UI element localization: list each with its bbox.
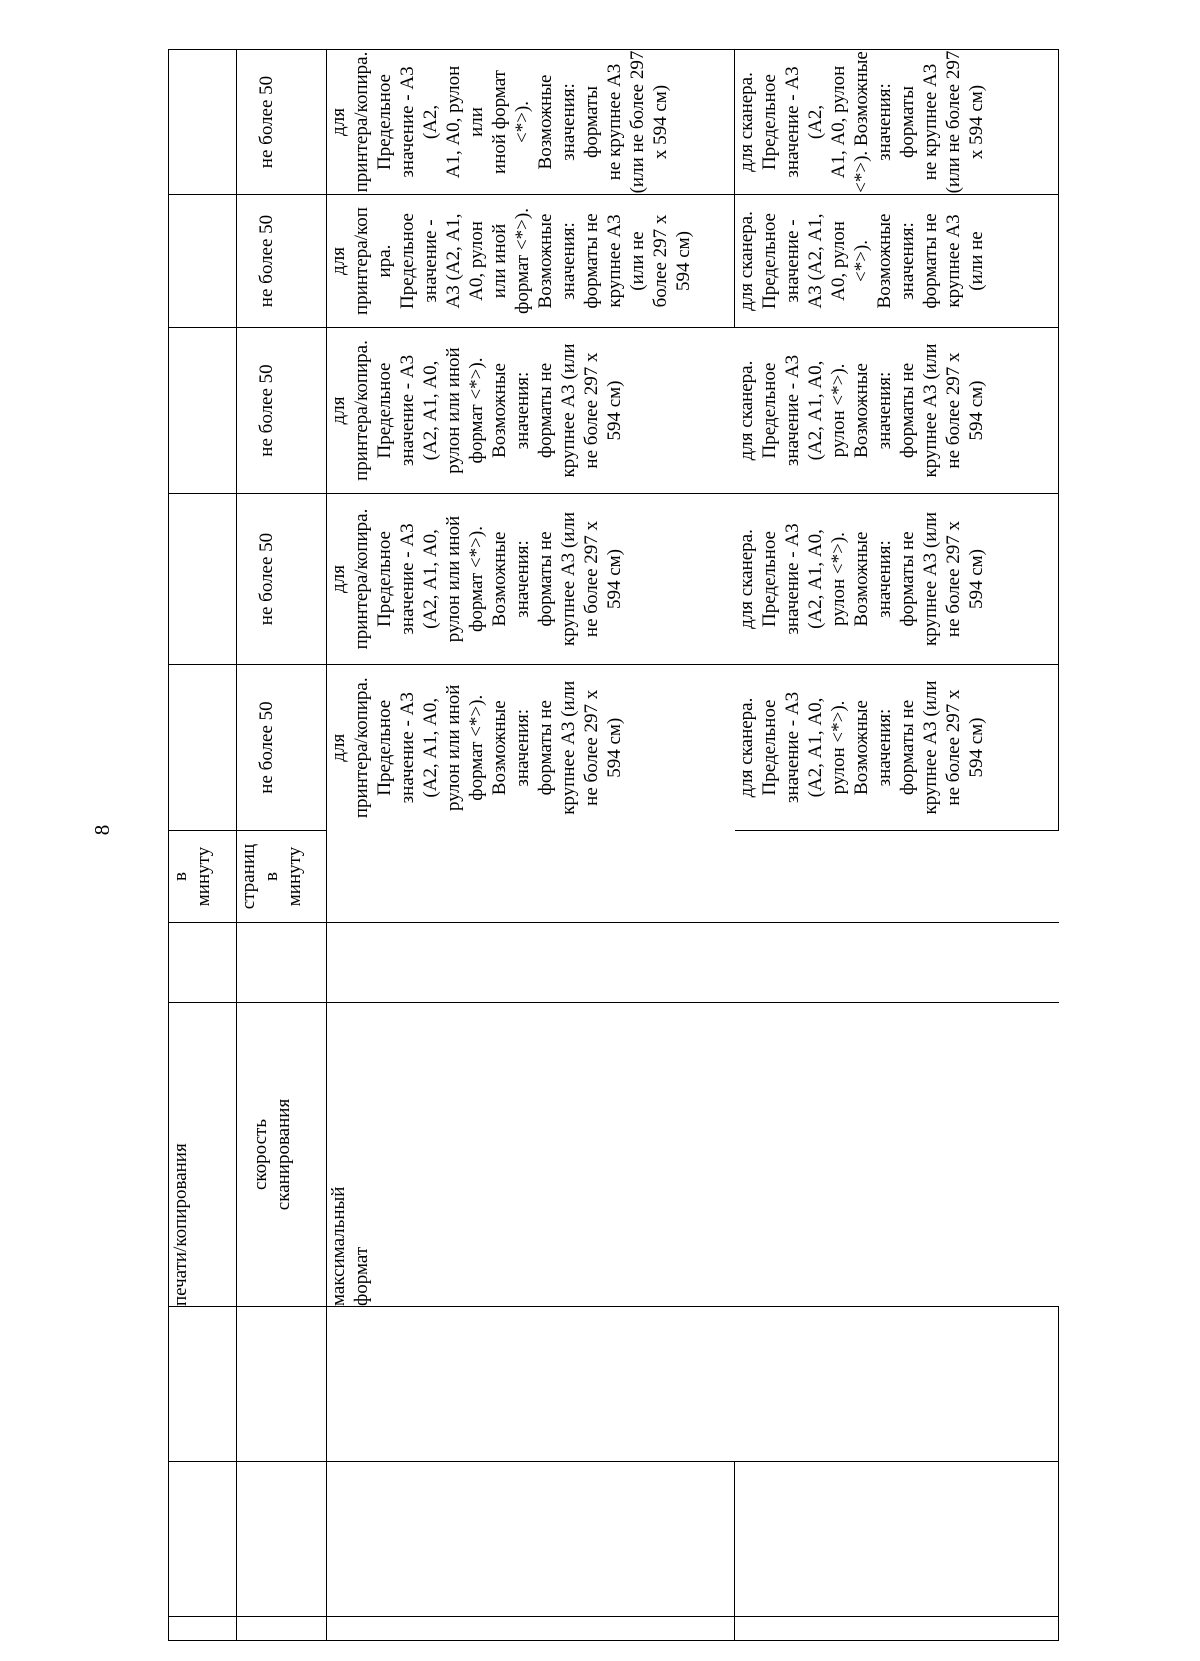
table-cell-blank (169, 1462, 237, 1617)
value-text-printer: для принтера/коп ира. Предельное значение - А3 (А2, А1, А0, рулон или иной формат <*>). Возможные значения: форматы не крупнее А3 (или не более 297 х 594 см) (328, 207, 694, 315)
table-cell-value (237, 665, 327, 831)
table-cell-blank (327, 831, 1059, 923)
table-cell-value (735, 328, 1059, 494)
table-cell-value (327, 665, 735, 831)
table-cell-unit (237, 831, 327, 923)
table-cell-value (327, 328, 735, 494)
table-cell-value (327, 494, 735, 665)
table-cell-param (327, 1003, 1059, 1307)
table-cell-blank (169, 665, 237, 831)
value-text: не более 50 (256, 701, 277, 794)
table-cell-value (327, 50, 735, 195)
table-cell-blank (327, 1617, 735, 1641)
table-cell-blank (169, 494, 237, 665)
param-label-max-format: максимальный формат (328, 1186, 372, 1306)
table-cell-blank (169, 50, 237, 195)
table-cell-blank (169, 328, 237, 494)
table-cell-blank (237, 1307, 327, 1462)
value-text: не более 50 (256, 214, 277, 308)
value-text-printer: для принтера/копира. Предельное значение - А3 (А2, А1, А0, рулон или иной формат <*>). Возможные значения: форматы не крупнее А3 (или не более 297 х 594 см) (328, 50, 671, 194)
unit-label: в минуту (170, 846, 214, 907)
value-text-scanner: для сканера. Предельное значение - А3 (А2, А1, А0, рулон <*>). Возможные значения: форматы не крупнее А3 (или не более 297 х 594 см) (736, 50, 987, 194)
table-cell-blank (169, 923, 237, 1003)
table-row (169, 50, 237, 1641)
table-cell-value (735, 494, 1059, 665)
table-cell-blank (735, 1307, 1059, 1462)
table-cell-param (237, 1003, 327, 1307)
table-cell-blank (169, 1617, 237, 1641)
table-row (327, 50, 735, 1641)
value-text: не более 50 (256, 75, 277, 169)
table-cell-value (735, 665, 1059, 831)
value-text-scanner: для сканера. Предельное значение - А3 (А2, А1, А0, рулон <*>). Возможные значения: форматы не крупнее А3 (или не (736, 211, 987, 311)
param-label-scan-speed: скорость сканирования (250, 1098, 294, 1211)
spec-table-area (168, 50, 1058, 1641)
table-cell-value (237, 328, 327, 494)
table-cell-blank (169, 195, 237, 328)
spec-table (168, 49, 1059, 1641)
table-cell-blank (237, 1462, 327, 1617)
value-text-printer: для принтера/копира. Предельное значение - А3 (А2, А1, А0, рулон или иной формат <*>). Возможные значения: форматы не крупнее А3 (или не более 297 х 594 см) (328, 340, 625, 481)
table-cell-value (237, 494, 327, 665)
value-text-scanner: для сканера. Предельное значение - А3 (А2, А1, А0, рулон <*>). Возможные значения: форматы не крупнее А3 (или не более 297 х 594 см) (735, 343, 987, 478)
table-cell-blank (169, 1307, 237, 1462)
table-cell-blank (327, 1307, 735, 1462)
table-cell-value (237, 195, 327, 328)
table-cell-value (735, 50, 1059, 195)
table-cell-value (237, 50, 327, 195)
value-text-scanner: для сканера. Предельное значение - А3 (А2, А1, А0, рулон <*>). Возможные значения: форматы не крупнее А3 (или не более 297 х 594 см) (735, 680, 987, 815)
page-number: 8 (90, 824, 114, 836)
value-text: не более 50 (256, 532, 277, 626)
table-cell-blank (735, 1617, 1059, 1641)
value-text-printer: для принтера/копира. Предельное значение - А3 (А2, А1, А0, рулон или иной формат <*>). Возможные значения: форматы не крупнее А3 (или не более 297 х 594 см) (328, 677, 625, 819)
table-cell-value (327, 195, 735, 328)
value-text-printer: для принтера/копира. Предельное значение - А3 (А2, А1, А0, рулон или иной формат <*>). Возможные значения: форматы не крупнее А3 (или не более 297 х 594 см) (328, 508, 625, 650)
value-text-scanner: для сканера. Предельное значение - А3 (А2, А1, А0, рулон <*>). Возможные значения: форматы не крупнее А3 (или не более 297 х 594 см) (735, 511, 987, 647)
table-cell-param (169, 1003, 237, 1307)
table-cell-blank (237, 923, 327, 1003)
table-cell-blank (327, 923, 1059, 1003)
table-cell-value (735, 195, 1059, 328)
table-cell-blank (237, 1617, 327, 1641)
table-cell-unit (169, 831, 237, 923)
rotated-table-frame (168, 50, 1058, 1641)
table-cell-blank (327, 1462, 735, 1617)
unit-label: страниц в минуту (238, 843, 305, 910)
table-cell-blank (735, 1462, 1059, 1617)
table-row (237, 50, 327, 1641)
value-text: не более 50 (256, 364, 277, 457)
param-label-print-speed: печати/копирования (170, 1143, 191, 1306)
